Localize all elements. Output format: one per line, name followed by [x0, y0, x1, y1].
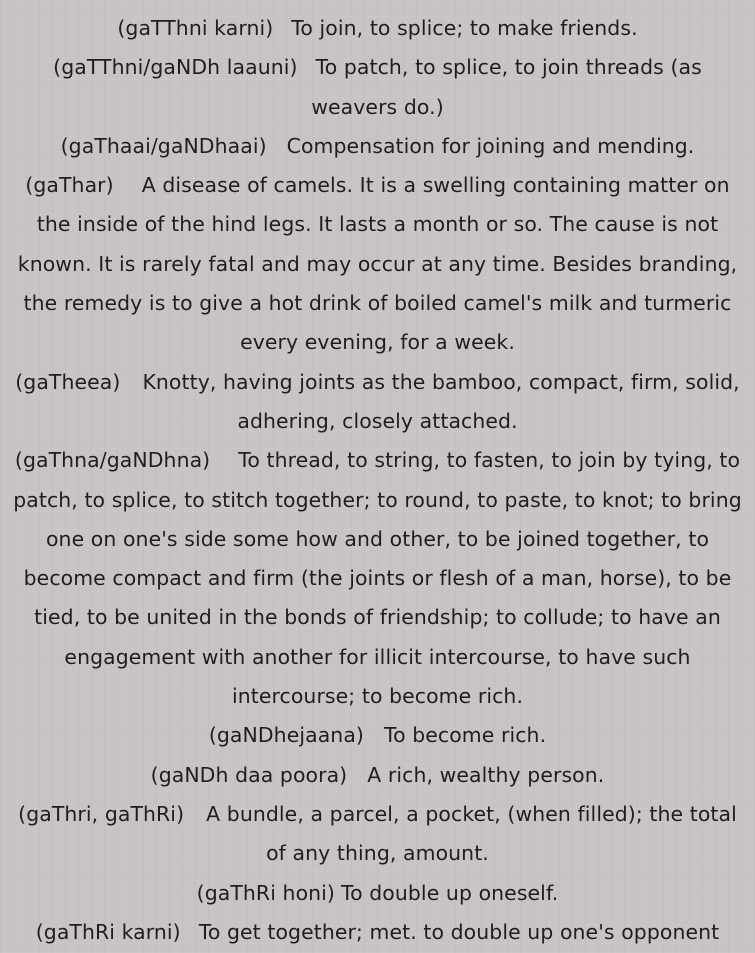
entry-definition: Knotty, having joints as the bamboo, compact, firm, solid, adhering, closely attached. [142, 369, 740, 433]
entry-definition: To get together; met. to double up one's opponent [198, 919, 720, 944]
entry-definition: A rich, wealthy person. [367, 762, 605, 787]
entry-definition: To thread, to string, to fasten, to join by tying, to patch, to splice, to stitch together; to round, to paste, to knot; to bring one on one's side some how and other, to be joined together, to become compact and firm (the joints or flesh of a man, horse), to be tied, to be united in the bonds of friendship; to collude; to have an engagement with another for illicit intercourse, to have such intercourse; to become rich. [13, 448, 742, 709]
dictionary-entry [8, 716, 747, 755]
entry-term: (gaThar) [25, 173, 114, 198]
entry-term: (gaNDh daa poora) [150, 762, 348, 787]
entry-term: (gaTThni karni) [117, 16, 274, 40]
dictionary-entry [8, 795, 747, 874]
dictionary-entry [8, 874, 747, 913]
entry-term: (gaTheea) [15, 369, 121, 394]
dictionary-entry [8, 913, 747, 952]
entry-definition: To become rich. [383, 723, 547, 748]
dictionary-entry [8, 441, 747, 716]
dictionary-entry [8, 48, 747, 127]
dictionary-entry [8, 166, 747, 362]
entry-term: (gaTThni/gaNDh laauni) [53, 55, 298, 80]
entry-term: (gaThaai/gaNDhaai) [60, 133, 267, 158]
entry-definition: To join, to splice; to make friends. [291, 16, 638, 40]
dictionary-entry [8, 756, 747, 795]
entry-definition: To patch, to splice, to join threads (as weavers do.) [311, 55, 702, 119]
entry-term: (gaNDhejaana) [208, 723, 364, 748]
dictionary-entry [8, 9, 747, 48]
entry-term: (gaThRi honi) [196, 880, 335, 905]
dictionary-entry [8, 127, 747, 166]
dictionary-entry [8, 363, 747, 442]
entry-term: (gaThri, gaThRi) [18, 801, 185, 826]
entry-list [8, 9, 747, 952]
entry-term: (gaThna/gaNDhna) [14, 448, 211, 473]
entry-definition: A disease of camels. It is a swelling containing matter on the inside of the hind legs. It lasts a month or so. The cause is not known. It is rarely fatal and may occur at any time. Besides branding, the remedy is to give a hot drink of boiled camel's milk and turmeric every evening, for a week. [17, 173, 738, 355]
entry-definition: To double up oneself. [341, 880, 559, 905]
entry-definition: A bundle, a parcel, a pocket, (when filled); the total of any thing, amount. [206, 801, 737, 866]
entry-term: (gaThRi karni) [35, 919, 181, 944]
entry-definition: Compensation for joining and mending. [286, 133, 695, 158]
